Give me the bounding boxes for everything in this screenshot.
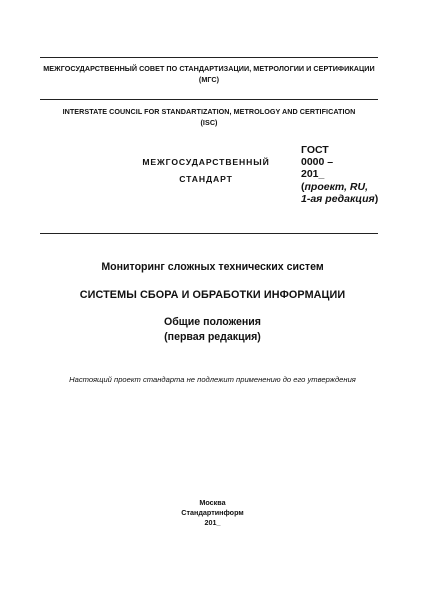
standard-label-line2: СТАНДАРТ bbox=[179, 174, 233, 184]
standard-label-line1: МЕЖГОСУДАРСТВЕННЫЙ bbox=[142, 157, 270, 167]
gost-number: 0000 – bbox=[301, 156, 334, 169]
document-title: Мониторинг сложных технических систем bbox=[101, 261, 324, 273]
council-ru-name: МЕЖГОСУДАРСТВЕННЫЙ СОВЕТ ПО СТАНДАРТИЗАЦИИ, МЕТРОЛОГИИ И СЕРТИФИКАЦИИ bbox=[43, 64, 375, 73]
publication-year: 201_ bbox=[204, 518, 221, 527]
gost-draft-line2 bbox=[301, 193, 385, 205]
council-en-abbr: (ISC) bbox=[200, 117, 218, 127]
draft-notice: Настоящий проект стандарта не подлежит применению до его утверждения bbox=[69, 375, 356, 384]
top-rule bbox=[40, 57, 378, 58]
gost-designation bbox=[301, 144, 385, 205]
council-en-block bbox=[40, 107, 378, 128]
council-ru-block bbox=[40, 64, 378, 85]
bottom-rule bbox=[40, 233, 378, 234]
council-ru-abbr: (МГС) bbox=[198, 74, 220, 84]
draft-open-paren: ( bbox=[301, 180, 305, 193]
draft-close-paren: ) bbox=[374, 192, 379, 205]
gost-label: ГОСТ bbox=[301, 144, 329, 156]
draft-status: проект, RU, bbox=[304, 180, 369, 193]
document-subtitle: СИСТЕМЫ СБОРА И ОБРАБОТКИ ИНФОРМАЦИИ bbox=[79, 289, 346, 301]
council-en-name: INTERSTATE COUNCIL FOR STANDARTIZATION, METROLOGY AND CERTIFICATION bbox=[62, 107, 356, 116]
document-part: Общие положения bbox=[164, 316, 261, 328]
document-edition: (первая редакция) bbox=[164, 331, 261, 343]
gost-year: 201_ bbox=[301, 168, 325, 181]
publisher-name: Стандартинформ bbox=[181, 508, 244, 517]
gost-draft-line1 bbox=[301, 181, 385, 193]
publication-city: Москва bbox=[199, 498, 226, 507]
draft-edition: 1-ая редакция bbox=[301, 192, 375, 205]
middle-rule bbox=[40, 99, 378, 100]
